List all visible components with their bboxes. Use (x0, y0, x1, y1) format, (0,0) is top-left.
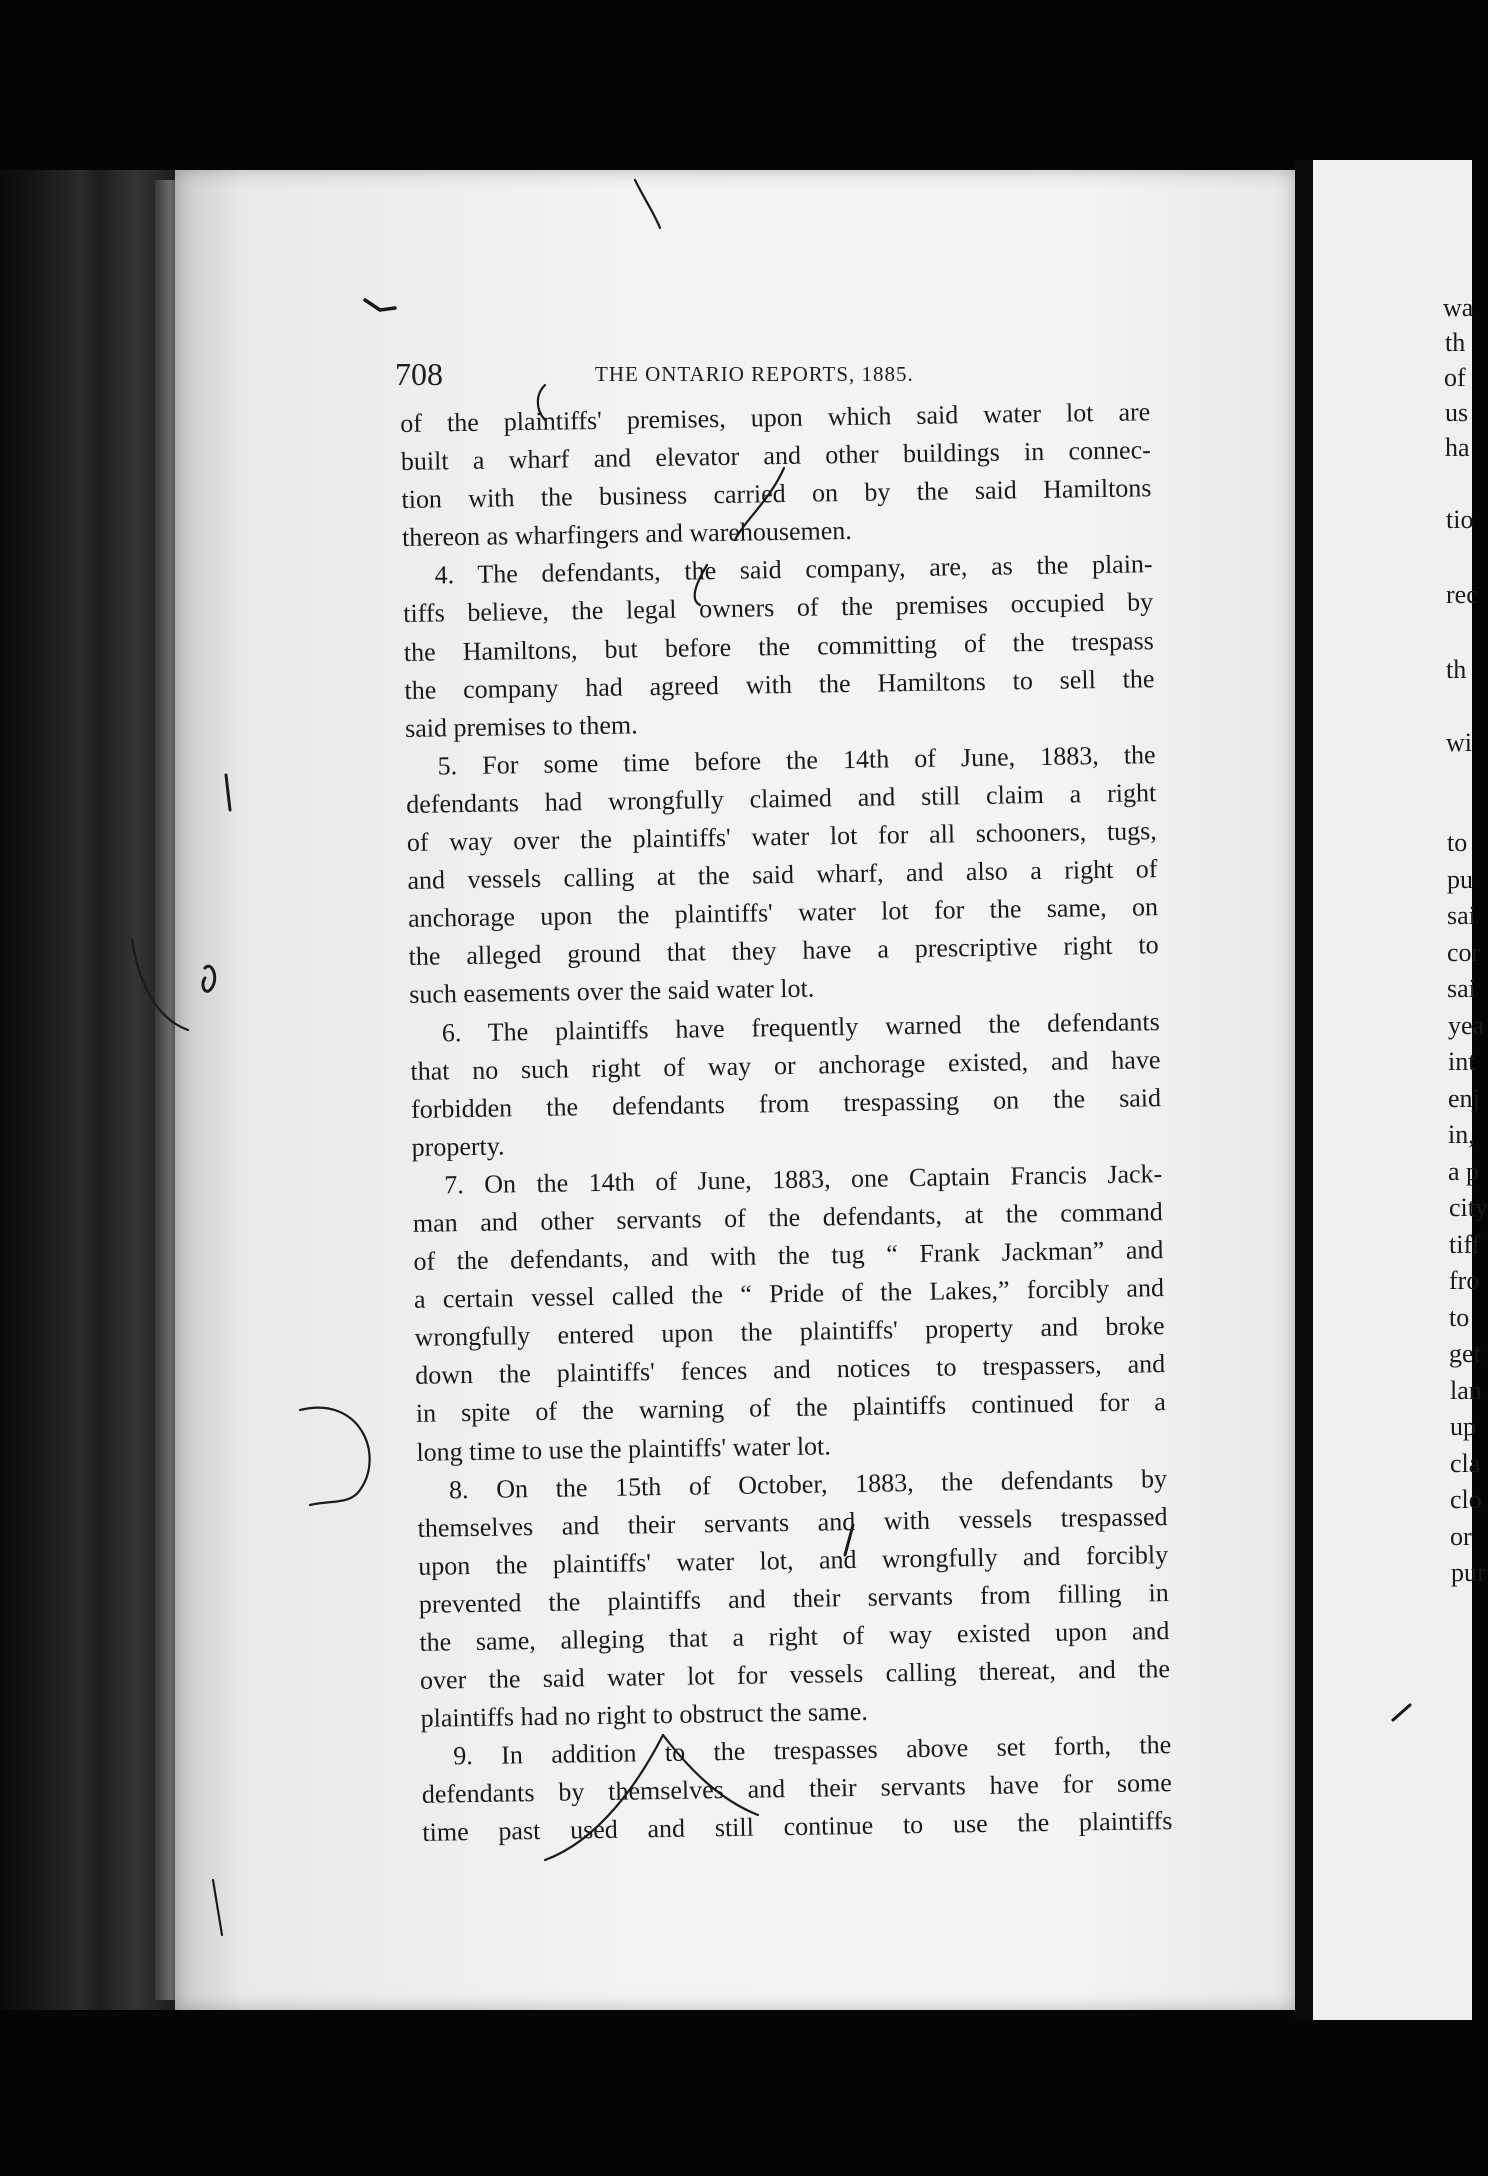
right-page (1313, 160, 1488, 2020)
paragraph-start-line: 8. On the 15th of October, 1883, the defendants by (448, 1463, 1168, 1504)
text-line: and vessels calling at the said wharf, and also a right of (407, 854, 1158, 896)
text-line: forbidden the defendants from trespassing on the said (410, 1082, 1162, 1124)
text-line: man and other servants of the defendants, at the command (412, 1197, 1163, 1238)
text-line: thereon as wharfingers and warehousemen. (401, 516, 853, 553)
page-gutter (1295, 160, 1313, 2020)
right-fragment: up (1450, 1412, 1476, 1441)
right-fragment: cla (1450, 1449, 1481, 1478)
right-fragment: lan (1450, 1376, 1482, 1405)
right-fragment: clo (1450, 1485, 1482, 1514)
text-line: property. (411, 1131, 505, 1162)
text-line: defendants by themselves and their servants have for some (421, 1768, 1172, 1810)
text-line: built a wharf and elevator and other buildings in connec- (400, 435, 1152, 477)
text-line: the company had agreed with the Hamiltons to sell the (404, 663, 1155, 705)
text-line: tiffs believe, the legal owners of the premises occupied by (403, 587, 1154, 629)
text-line: defendants had wrongfully claimed and still claim a right (406, 778, 1157, 819)
text-line: wrongfully entered upon the plaintiffs' property and broke (414, 1311, 1165, 1353)
text-line: such easements over the said water lot. (409, 973, 815, 1010)
right-fragment: tiff (1449, 1230, 1481, 1259)
right-fragment: wa (1443, 293, 1474, 322)
right-fragment: a p (1448, 1157, 1480, 1186)
running-title: THE ONTARIO REPORTS, 1885. (595, 362, 914, 386)
right-fragment: tio (1446, 505, 1474, 534)
text-line: long time to use the plaintiffs' water lot. (416, 1430, 831, 1467)
text-line: a certain vessel called the “ Pride of the Lakes,” forcibly and (413, 1273, 1165, 1315)
right-fragment: us (1445, 398, 1469, 427)
right-fragment: pu (1447, 865, 1473, 894)
text-line: plaintiffs had no right to obstruct the same. (420, 1697, 869, 1734)
right-fragment: ha (1445, 433, 1470, 462)
right-fragment: yea (1448, 1011, 1485, 1040)
text-line: the same, alleging that a right of way existed upon and (419, 1616, 1170, 1657)
right-fragment: sai (1447, 974, 1476, 1003)
text-line: of the defendants, and with the tug “ Frank Jackman” and (413, 1235, 1164, 1276)
text-line: prevented the plaintiffs and their servants from filling in (418, 1577, 1169, 1619)
right-fragment: or (1450, 1522, 1472, 1551)
right-fragment: pur (1451, 1558, 1486, 1587)
right-fragment: in, (1448, 1120, 1475, 1149)
right-fragment: enj (1448, 1084, 1480, 1113)
paragraph-start-line: 9. In addition to the trespasses above set forth, the (453, 1730, 1172, 1771)
text-line: said premises to them. (404, 710, 638, 743)
right-fragment: sai (1447, 901, 1476, 930)
right-fragment: of (1444, 363, 1466, 392)
text-line: anchorage upon the plaintiffs' water lot for the same, on (407, 892, 1159, 934)
right-fragment: th (1445, 328, 1466, 357)
text-line: tion with the business carried on by the said Hamiltons (401, 473, 1152, 515)
text-line: upon the plaintiffs' water lot, and wrongfully and forcibly (418, 1539, 1169, 1581)
text-line: over the said water lot for vessels calling thereat, and the (419, 1654, 1171, 1695)
text-line: that no such right of way or anchorage existed, and have (410, 1044, 1161, 1086)
body-text (400, 393, 1173, 1852)
right-fragment: cor (1447, 938, 1481, 967)
right-fragment: fro (1449, 1266, 1480, 1295)
paragraph-start-line: 6. The plaintiffs have frequently warned the defendants (441, 1006, 1160, 1047)
text-line: down the plaintiffs' fences and notices to trespassers, and (415, 1349, 1166, 1391)
text-line: of way over the plaintiffs' water lot for all schooners, tugs, (406, 816, 1158, 857)
paragraph-start-line: 7. On the 14th of June, 1883, one Captain Francis Jack- (444, 1159, 1163, 1200)
text-line: of the plaintiffs' premises, upon which said water lot are (400, 397, 1151, 438)
text-line: in spite of the warning of the plaintiffs continued for a (415, 1387, 1166, 1429)
page-header (395, 356, 955, 396)
right-fragment: to (1447, 828, 1468, 857)
page-number: 708 (395, 356, 443, 392)
text-line: the Hamiltons, but before the committing of the trespass (403, 625, 1155, 667)
right-fragment: city (1449, 1193, 1488, 1222)
right-fragment: th (1446, 655, 1467, 684)
right-fragment: to (1449, 1303, 1470, 1332)
paragraph-start-line: 4. The defendants, the said company, are, as the plain- (434, 549, 1153, 590)
text-line: themselves and their servants and with vessels trespassed (417, 1501, 1168, 1543)
text-line: the alleged ground that they have a prescriptive right to (408, 930, 1159, 972)
right-fragment: int (1448, 1047, 1476, 1076)
right-fragment: wi (1446, 728, 1472, 757)
text-line: time past used and still continue to use the plaintiffs (422, 1806, 1173, 1848)
book-spine (0, 170, 180, 2010)
right-fragment: get (1449, 1339, 1481, 1368)
right-fragment: rec (1446, 580, 1478, 609)
paragraph-start-line: 5. For some time before the 14th of June, 1883, the (437, 740, 1156, 781)
